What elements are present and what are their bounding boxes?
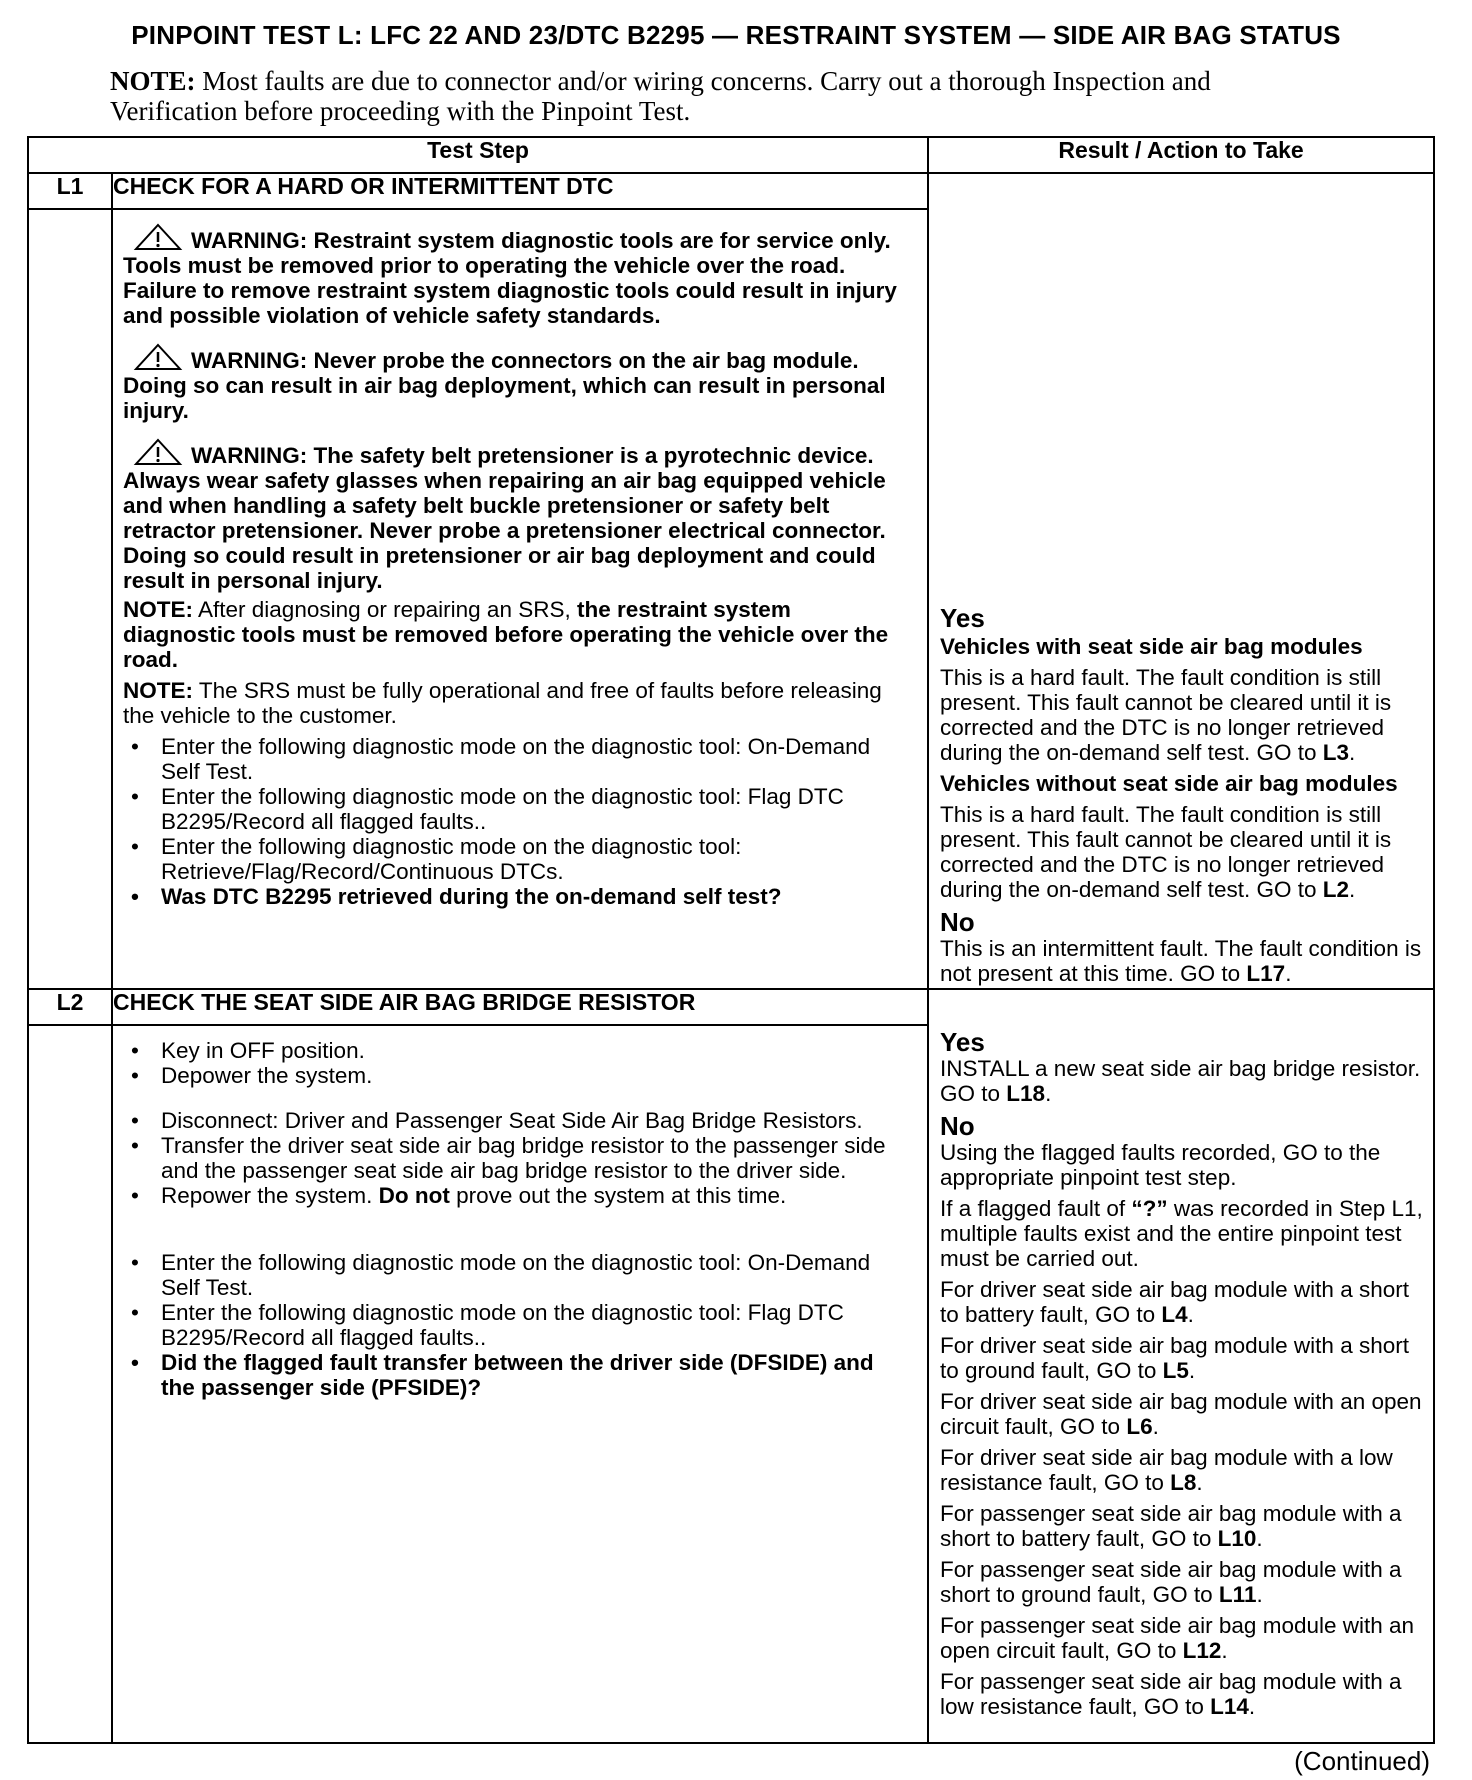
step-l2-result xyxy=(928,989,1434,1743)
l2-go-l12: L12 xyxy=(1182,1638,1222,1663)
l1-yes-label: Yes xyxy=(940,603,985,633)
l2-go-l10: L10 xyxy=(1217,1526,1257,1551)
list-item: • Disconnect: Driver and Passenger Seat Side Air Bag Bridge Resistors. xyxy=(123,1108,897,1133)
header-result-action: Result / Action to Take xyxy=(928,137,1434,173)
l2-fault-item: For passenger seat side air bag module with a short to ground fault, GO to L11. xyxy=(940,1557,1402,1607)
step-l1-body xyxy=(112,209,928,989)
continued-label: (Continued) xyxy=(1294,1746,1430,1776)
l2-no-label: No xyxy=(940,1111,975,1141)
intro-note-label: NOTE: xyxy=(110,66,196,96)
step-l2-body xyxy=(112,1025,928,1743)
list-item: • Key in OFF position. xyxy=(123,1038,897,1063)
step-l2-heading-row xyxy=(28,989,1434,1025)
l2-no-text: Using the flagged faults recorded, GO to the appropriate pinpoint test step. xyxy=(940,1140,1381,1190)
l1-go-l3: L3 xyxy=(1322,740,1349,765)
warning-triangle-icon xyxy=(133,437,183,467)
l1-without-modules-heading: Vehicles without seat side air bag modules xyxy=(940,771,1398,796)
l1-no-label: No xyxy=(940,907,975,937)
list-item: • Enter the following diagnostic mode on the diagnostic tool: Flag DTC B2295/Record all flagged faults.. xyxy=(123,1300,897,1350)
step-l1-number: L1 xyxy=(28,173,112,209)
l2-go-l8: L8 xyxy=(1170,1470,1197,1495)
l2-fault-item: For passenger seat side air bag module with a low resistance fault, GO to L14. xyxy=(940,1669,1402,1719)
list-item: • Enter the following diagnostic mode on the diagnostic tool: Flag DTC B2295/Record all flagged faults.. xyxy=(123,784,897,834)
intro-note-text: Most faults are due to connector and/or wiring concerns. Carry out a thorough Inspection and Verification before proceeding with the Pinpoint Test. xyxy=(110,66,1211,126)
l1-note-srs-operational: NOTE: The SRS must be fully operational and free of faults before releasing the vehicle to the customer. xyxy=(123,678,882,728)
step-l1-heading-row xyxy=(28,173,1434,209)
l1-with-modules-heading: Vehicles with seat side air bag modules xyxy=(940,634,1363,659)
l2-fault-item: For driver seat side air bag module with a short to battery fault, GO to L4. xyxy=(940,1277,1409,1327)
l2-go-l14: L14 xyxy=(1210,1694,1249,1719)
l2-fault-item: For driver seat side air bag module with an open circuit fault, GO to L6. xyxy=(940,1389,1422,1439)
step-l2-number: L2 xyxy=(28,989,112,1025)
l2-yes-label: Yes xyxy=(940,1027,985,1057)
l2-fault-item: For driver seat side air bag module with a short to ground fault, GO to L5. xyxy=(940,1333,1409,1383)
list-item: • Depower the system. xyxy=(123,1063,897,1088)
intro-note xyxy=(110,66,1260,126)
warning-triangle-icon xyxy=(133,222,183,252)
l1-with-modules-text: This is a hard fault. The fault condition is still present. This fault cannot be cleared until it is corrected and the DTC is no longer retrieved during the on-demand self test. GO to L3. xyxy=(940,665,1392,765)
list-item: • Enter the following diagnostic mode on the diagnostic tool: On-Demand Self Test. xyxy=(123,734,897,784)
l1-no-text: This is an intermittent fault. The fault condition is not present at this time. GO to L17. xyxy=(940,936,1422,986)
l2-go-l18: L18 xyxy=(1006,1081,1046,1106)
list-item: • Repower the system. Do not prove out the system at this time. xyxy=(123,1183,897,1208)
warning-2: WARNING: Never probe the connectors on the air bag module. Doing so can result in air bag deployment, which can result in personal injury. xyxy=(123,342,897,423)
l1-without-modules-text: This is a hard fault. The fault condition is still present. This fault cannot be cleared until it is corrected and the DTC is no longer retrieved during the on-demand self test. GO to L2. xyxy=(940,802,1392,902)
l1-go-l17: L17 xyxy=(1246,961,1286,986)
step-l1-heading: CHECK FOR A HARD OR INTERMITTENT DTC xyxy=(112,173,928,209)
header-test-step: Test Step xyxy=(28,137,928,173)
warning-1: WARNING: Restraint system diagnostic tools are for service only. Tools must be removed prior to operating the vehicle over the road. Failure to remove restraint system diagnostic tools could result in injury and possible violation of vehicle safety standards. xyxy=(123,222,897,328)
l2-fault-item: For driver seat side air bag module with a low resistance fault, GO to L8. xyxy=(940,1445,1393,1495)
table-header-row xyxy=(28,137,1434,173)
warning-3: WARNING: The safety belt pretensioner is a pyrotechnic device. Always wear safety glasses when repairing an air bag equipped vehicle and when handling a safety belt buckle pretensioner or safety belt retractor pretensioner. Never probe a pretensioner electrical connector. Doing so could result in pretensioner or air bag deployment and could result in personal injury. xyxy=(123,437,897,593)
l2-go-l5: L5 xyxy=(1162,1358,1189,1383)
step-l1-result xyxy=(928,173,1434,989)
page-title: PINPOINT TEST L: LFC 22 AND 23/DTC B2295 — RESTRAINT SYSTEM — SIDE AIR BAG STATUS xyxy=(131,20,1341,50)
l1-step-list xyxy=(123,734,897,909)
step-l2-heading: CHECK THE SEAT SIDE AIR BAG BRIDGE RESISTOR xyxy=(112,989,928,1025)
list-item: • Enter the following diagnostic mode on the diagnostic tool: On-Demand Self Test. xyxy=(123,1250,897,1300)
l1-note-srs-tools: NOTE: After diagnosing or repairing an SRS, the restraint system diagnostic tools must be removed before operating the vehicle over the road. xyxy=(123,597,889,672)
pinpoint-test-table xyxy=(27,136,1435,1744)
l2-flagged-fault-text: If a flagged fault of “?” was recorded in Step L1, multiple faults exist and the entire pinpoint test must be carried out. xyxy=(940,1196,1423,1271)
l2-yes-text: INSTALL a new seat side air bag bridge resistor. GO to L18. xyxy=(940,1056,1421,1106)
warning-triangle-icon xyxy=(133,342,183,372)
list-item: • Enter the following diagnostic mode on the diagnostic tool: Retrieve/Flag/Record/Continuous DTCs. xyxy=(123,834,897,884)
l2-step-list xyxy=(123,1038,897,1400)
l2-question: • Did the flagged fault transfer between the driver side (DFSIDE) and the passenger side (PFSIDE)? xyxy=(123,1350,897,1400)
l1-go-l2: L2 xyxy=(1322,877,1349,902)
l2-fault-item: For passenger seat side air bag module with an open circuit fault, GO to L12. xyxy=(940,1613,1415,1663)
list-item: • Transfer the driver seat side air bag bridge resistor to the passenger side and the passenger seat side air bag bridge resistor to the driver side. xyxy=(123,1133,897,1183)
l2-fault-item: For passenger seat side air bag module with a short to battery fault, GO to L10. xyxy=(940,1501,1402,1551)
l2-go-l11: L11 xyxy=(1218,1582,1257,1607)
l2-go-l4: L4 xyxy=(1161,1302,1188,1327)
l1-question: • Was DTC B2295 retrieved during the on-demand self test? xyxy=(123,884,897,909)
l2-go-l6: L6 xyxy=(1126,1414,1153,1439)
